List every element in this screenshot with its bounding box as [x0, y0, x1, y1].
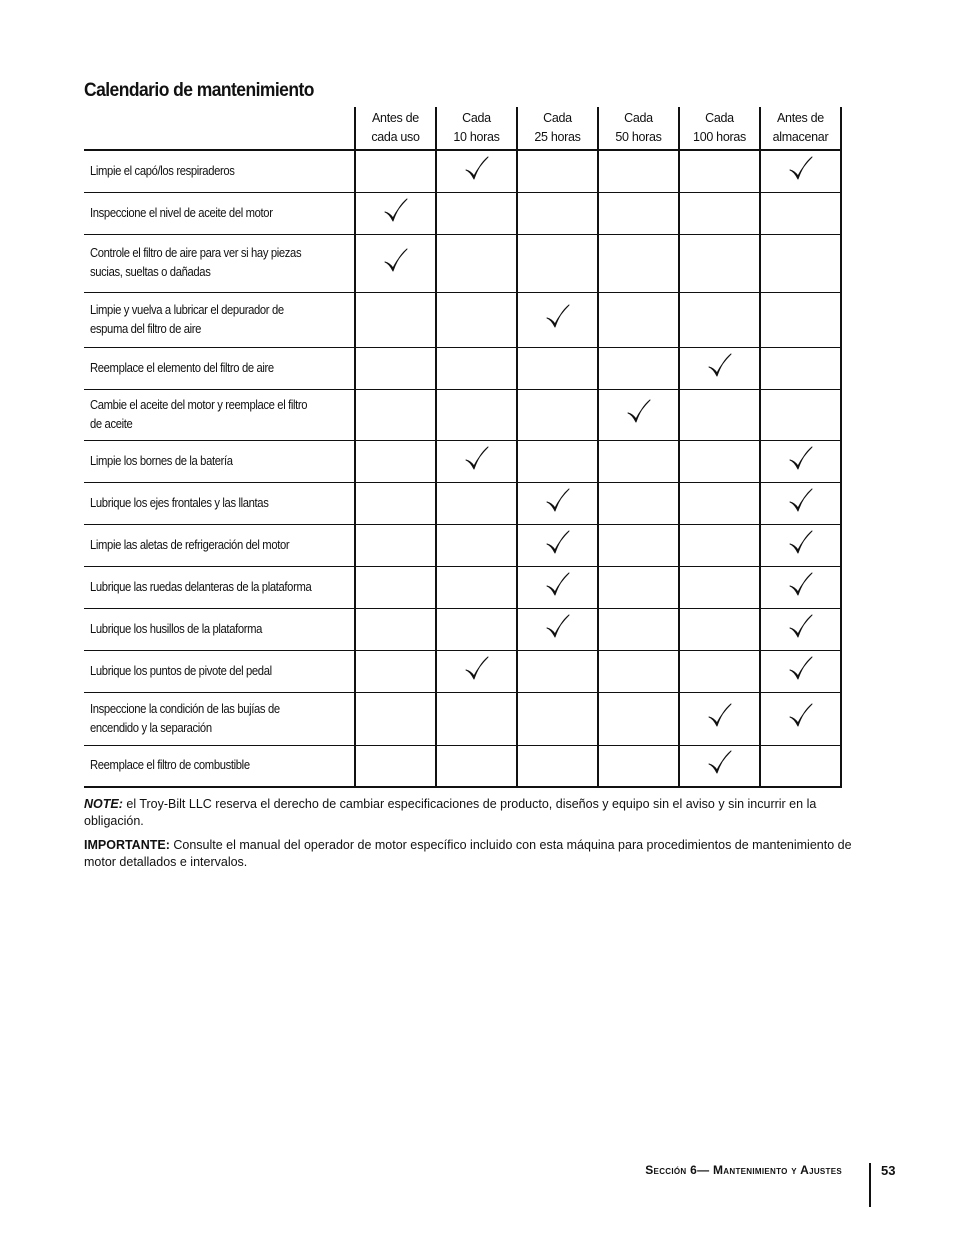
interval-cell: [517, 692, 598, 745]
column-header-line: Cada: [462, 111, 491, 125]
checkmark-icon: [545, 530, 571, 556]
checkmark-icon: [707, 750, 733, 776]
notes-section: [84, 796, 854, 878]
task-cell: [84, 745, 355, 787]
interval-cell: [679, 524, 760, 566]
column-header-line: 100 horas: [693, 130, 746, 144]
table-row: [84, 192, 841, 234]
column-header-line: cada uso: [371, 130, 420, 144]
task-label: Lubrique los ejes frontales y las llantas: [90, 495, 269, 510]
interval-cell: [436, 566, 517, 608]
interval-cell: [436, 650, 517, 692]
interval-cell: [760, 389, 841, 440]
interval-cell: [436, 150, 517, 192]
interval-cell: [679, 608, 760, 650]
checkmark-icon: [788, 156, 814, 182]
interval-cell: [760, 566, 841, 608]
task-label: encendido y la separación: [90, 720, 212, 735]
interval-cell: [760, 347, 841, 389]
interval-cell: [598, 440, 679, 482]
checkmark-icon: [788, 703, 814, 729]
column-header-line: Cada: [705, 111, 734, 125]
task-label: de aceite: [90, 416, 133, 431]
task-cell: [84, 440, 355, 482]
interval-cell: [355, 566, 436, 608]
interval-cell: [436, 692, 517, 745]
interval-cell: [517, 389, 598, 440]
interval-cell: [517, 524, 598, 566]
interval-cell: [436, 389, 517, 440]
table-row: [84, 440, 841, 482]
column-header-line: Antes de: [372, 111, 419, 125]
task-label: Limpie las aletas de refrigeración del motor: [90, 537, 290, 552]
checkmark-icon: [788, 446, 814, 472]
interval-cell: [679, 347, 760, 389]
interval-cell: [598, 524, 679, 566]
interval-cell: [436, 192, 517, 234]
task-label: Cambie el aceite del motor y reemplace el filtro: [90, 397, 308, 412]
interval-cell: [517, 650, 598, 692]
interval-cell: [679, 389, 760, 440]
task-label: Limpie los bornes de la batería: [90, 453, 233, 468]
interval-cell: [598, 192, 679, 234]
task-cell: [84, 389, 355, 440]
column-header-line: 25 horas: [534, 130, 581, 144]
interval-cell: [517, 608, 598, 650]
task-cell: [84, 692, 355, 745]
interval-cell: [760, 234, 841, 292]
interval-column-header: [355, 107, 436, 150]
interval-cell: [355, 745, 436, 787]
table-row: [84, 650, 841, 692]
table-row: [84, 524, 841, 566]
interval-cell: [760, 292, 841, 347]
interval-cell: [598, 745, 679, 787]
interval-cell: [517, 566, 598, 608]
task-label: Lubrique los puntos de pivote del pedal: [90, 663, 272, 678]
table-row: [84, 150, 841, 192]
interval-cell: [436, 524, 517, 566]
column-header-line: almacenar: [772, 130, 829, 144]
interval-cell: [355, 347, 436, 389]
interval-column-header: [517, 107, 598, 150]
checkmark-icon: [788, 488, 814, 514]
interval-cell: [679, 192, 760, 234]
interval-cell: [436, 347, 517, 389]
interval-cell: [436, 745, 517, 787]
interval-column-header: [598, 107, 679, 150]
interval-cell: [517, 192, 598, 234]
note-paragraph: [84, 796, 854, 830]
checkmark-icon: [545, 488, 571, 514]
interval-cell: [598, 347, 679, 389]
interval-cell: [355, 524, 436, 566]
task-cell: [84, 347, 355, 389]
interval-cell: [355, 692, 436, 745]
task-label: espuma del filtro de aire: [90, 321, 202, 336]
interval-cell: [598, 566, 679, 608]
task-label: Limpie el capó/los respiraderos: [90, 163, 235, 178]
interval-cell: [679, 482, 760, 524]
interval-cell: [598, 389, 679, 440]
important-label: IMPORTANTE:: [84, 838, 170, 852]
interval-cell: [355, 389, 436, 440]
page-number: 53: [881, 1163, 896, 1178]
table-row: [84, 389, 841, 440]
interval-cell: [436, 234, 517, 292]
interval-cell: [355, 234, 436, 292]
interval-cell: [517, 482, 598, 524]
interval-cell: [679, 650, 760, 692]
task-cell: [84, 482, 355, 524]
table-row: [84, 608, 841, 650]
note-label: NOTE:: [84, 797, 123, 811]
column-header-line: 10 horas: [453, 130, 500, 144]
checkmark-icon: [788, 614, 814, 640]
column-header-line: Cada: [543, 111, 572, 125]
page-title: Calendario de mantenimiento: [84, 80, 314, 101]
interval-cell: [598, 608, 679, 650]
checkmark-icon: [464, 446, 490, 472]
interval-cell: [679, 440, 760, 482]
interval-cell: [355, 482, 436, 524]
interval-column-header: [760, 107, 841, 150]
table-row: [84, 234, 841, 292]
table-row: [84, 566, 841, 608]
task-cell: [84, 234, 355, 292]
interval-cell: [517, 347, 598, 389]
task-label: Lubrique las ruedas delanteras de la plataforma: [90, 579, 312, 594]
checkmark-icon: [788, 530, 814, 556]
interval-cell: [517, 745, 598, 787]
interval-cell: [598, 650, 679, 692]
interval-cell: [760, 692, 841, 745]
interval-cell: [598, 482, 679, 524]
column-header-line: Cada: [624, 111, 653, 125]
interval-cell: [598, 234, 679, 292]
interval-cell: [598, 292, 679, 347]
task-cell: [84, 524, 355, 566]
interval-cell: [436, 482, 517, 524]
interval-cell: [355, 608, 436, 650]
interval-cell: [355, 150, 436, 192]
interval-cell: [355, 292, 436, 347]
interval-cell: [355, 650, 436, 692]
interval-cell: [598, 150, 679, 192]
task-label: Reemplace el elemento del filtro de aire: [90, 360, 274, 375]
interval-cell: [760, 524, 841, 566]
checkmark-icon: [545, 304, 571, 330]
task-cell: [84, 192, 355, 234]
interval-cell: [517, 292, 598, 347]
interval-cell: [760, 150, 841, 192]
interval-cell: [679, 566, 760, 608]
interval-column-header: [679, 107, 760, 150]
checkmark-icon: [788, 656, 814, 682]
table-row: [84, 745, 841, 787]
checkmark-icon: [464, 656, 490, 682]
task-cell: [84, 566, 355, 608]
task-column-header: [84, 107, 355, 150]
important-text: Consulte el manual del operador de motor específico incluido con esta máquina para procedimientos de mantenimiento de motor detallados e intervalos.: [84, 838, 852, 869]
interval-cell: [436, 292, 517, 347]
table-row: [84, 482, 841, 524]
checkmark-icon: [626, 399, 652, 425]
footer-divider: [869, 1163, 871, 1207]
task-label: Reemplace el filtro de combustible: [90, 758, 250, 773]
checkmark-icon: [383, 248, 409, 274]
task-label: Limpie y vuelva a lubricar el depurador de: [90, 302, 284, 317]
task-label: Inspeccione la condición de las bujías de: [90, 701, 280, 716]
interval-cell: [517, 150, 598, 192]
interval-cell: [679, 692, 760, 745]
checkmark-icon: [707, 703, 733, 729]
task-label: Inspeccione el nivel de aceite del motor: [90, 205, 273, 220]
footer-section-title: Sección 6— Mantenimiento y Ajustes: [645, 1163, 842, 1177]
important-paragraph: [84, 837, 854, 871]
maintenance-schedule-table: [84, 107, 842, 788]
task-cell: [84, 608, 355, 650]
note-text: el Troy-Bilt LLC reserva el derecho de cambiar especificaciones de producto, diseños y equipo sin el aviso y sin incurrir en la obligación.: [84, 797, 817, 828]
interval-cell: [760, 650, 841, 692]
table-header-row: [84, 107, 841, 150]
task-cell: [84, 150, 355, 192]
interval-cell: [760, 440, 841, 482]
interval-cell: [679, 234, 760, 292]
interval-cell: [760, 482, 841, 524]
interval-cell: [598, 692, 679, 745]
interval-cell: [679, 150, 760, 192]
checkmark-icon: [707, 353, 733, 379]
task-cell: [84, 292, 355, 347]
checkmark-icon: [788, 572, 814, 598]
task-label: Controle el filtro de aire para ver si hay piezas: [90, 246, 302, 260]
column-header-line: Antes de: [777, 111, 824, 125]
interval-cell: [679, 292, 760, 347]
table-row: [84, 292, 841, 347]
interval-cell: [517, 234, 598, 292]
column-header-line: 50 horas: [615, 130, 662, 144]
task-label: sucias, sueltas o dañadas: [90, 265, 211, 279]
interval-cell: [436, 608, 517, 650]
interval-column-header: [436, 107, 517, 150]
interval-cell: [436, 440, 517, 482]
interval-cell: [760, 745, 841, 787]
table-row: [84, 347, 841, 389]
interval-cell: [760, 608, 841, 650]
checkmark-icon: [545, 572, 571, 598]
interval-cell: [355, 192, 436, 234]
checkmark-icon: [545, 614, 571, 640]
interval-cell: [517, 440, 598, 482]
interval-cell: [760, 192, 841, 234]
checkmark-icon: [464, 156, 490, 182]
table-row: [84, 692, 841, 745]
task-cell: [84, 650, 355, 692]
interval-cell: [355, 440, 436, 482]
task-label: Lubrique los husillos de la plataforma: [90, 621, 263, 636]
interval-cell: [679, 745, 760, 787]
checkmark-icon: [383, 198, 409, 224]
